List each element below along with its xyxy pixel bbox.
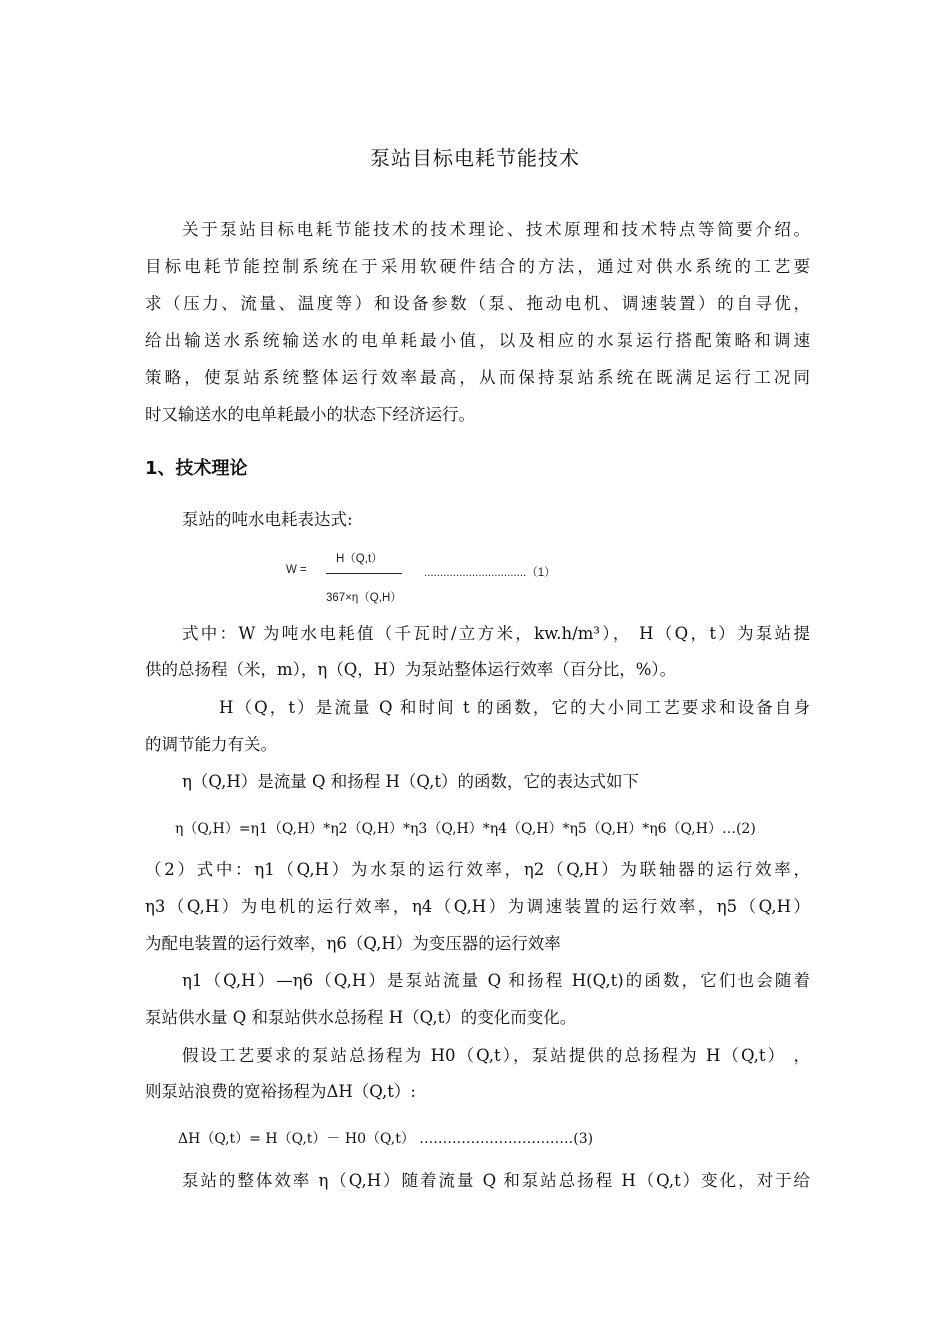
para4-line-3: 为配电装置的运行效率，η6（Q,H）为变压器的运行效率 <box>145 934 561 953</box>
intro-line-5: 策略，使泵站系统整体运行效率最高，从而保持泵站系统在既满足运行工况同 <box>145 368 810 387</box>
intro-line-4: 给出输送水系统输送水的电单耗最小值，以及相应的水泵运行搭配策略和调速 <box>145 331 810 350</box>
para7-line-1: 泵站的整体效率 η（Q,H）随着流量 Q 和泵站总扬程 H（Q,t）变化，对于给 <box>182 1171 810 1190</box>
intro-line-3: 求（压力、流量、温度等）和设备参数（泵、拖动电机、调速装置）的自寻优， <box>145 294 810 313</box>
equation-3: ΔH（Q,t）= H（Q,t）－ H0（Q,t） ……………………………(3) <box>178 1131 594 1147</box>
expression-label: 泵站的吨水电耗表达式: <box>182 510 353 529</box>
para1-line-1: 式中：W 为吨水电耗值（千瓦时/立方米，kw.h/m³）， H（Q，t）为泵站提 <box>182 624 810 643</box>
para4-line-1: （2）式中：η1（Q,H）为水泵的运行效率，η2（Q,H）为联轴器的运行效率， <box>145 860 810 879</box>
para5-line-1: η1（Q,H）—η6（Q,H）是泵站流量 Q 和扬程 H(Q,t)的函数，它们也会随着 <box>182 971 810 990</box>
para2-line-2: 的调节能力有关。 <box>145 735 277 754</box>
intro-line-1: 关于泵站目标电耗节能技术的技术理论、技术原理和技术特点等简要介绍。 <box>182 220 810 239</box>
para4-line-2: η3（Q,H）为电机的运行效率，η4（Q,H）为调速装置的运行效率，η5（Q,H） <box>145 897 810 916</box>
para5-line-2: 泵站供水量 Q 和泵站供水总扬程 H（Q,t）的变化而变化。 <box>145 1008 577 1027</box>
intro-line-2: 目标电耗节能控制系统在于采用软硬件结合的方法，通过对供水系统的工艺要 <box>145 257 810 276</box>
para6-line-1: 假设工艺要求的泵站总扬程为 H0（Q,t），泵站提供的总扬程为 H（Q,t） ， <box>182 1046 810 1065</box>
para3: η（Q,H）是流量 Q 和扬程 H（Q,t）的函数，它的表达式如下 <box>182 772 639 791</box>
eq1-denominator: 367×η（Q,H） <box>326 592 402 604</box>
document-title: 泵站目标电耗节能技术 <box>370 146 580 170</box>
section-heading: 1、技术理论 <box>145 458 248 479</box>
para2-line-1: H（Q，t）是流量 Q 和时间 t 的函数，它的大小同工艺要求和设备自身 <box>219 698 810 717</box>
eq1-lhs: W = <box>286 564 307 576</box>
fraction-bar <box>326 573 402 574</box>
eq1-dots: ................................（1） <box>424 567 556 579</box>
para6-line-2: 则泵站浪费的宽裕扬程为ΔH（Q,t）: <box>145 1082 416 1101</box>
intro-line-6: 时又输送水的电单耗最小的状态下经济运行。 <box>145 405 475 424</box>
para1-line-2: 供的总扬程（米，m），η（Q，H）为泵站整体运行效率（百分比，%）。 <box>145 660 677 679</box>
eq1-numerator: H（Q,t） <box>336 553 383 565</box>
equation-2: η（Q,H）=η1（Q,H）*η2（Q,H）*η3（Q,H）*η4（Q,H）*η5（Q,H）*η6（Q,H）…(2) <box>175 821 756 837</box>
